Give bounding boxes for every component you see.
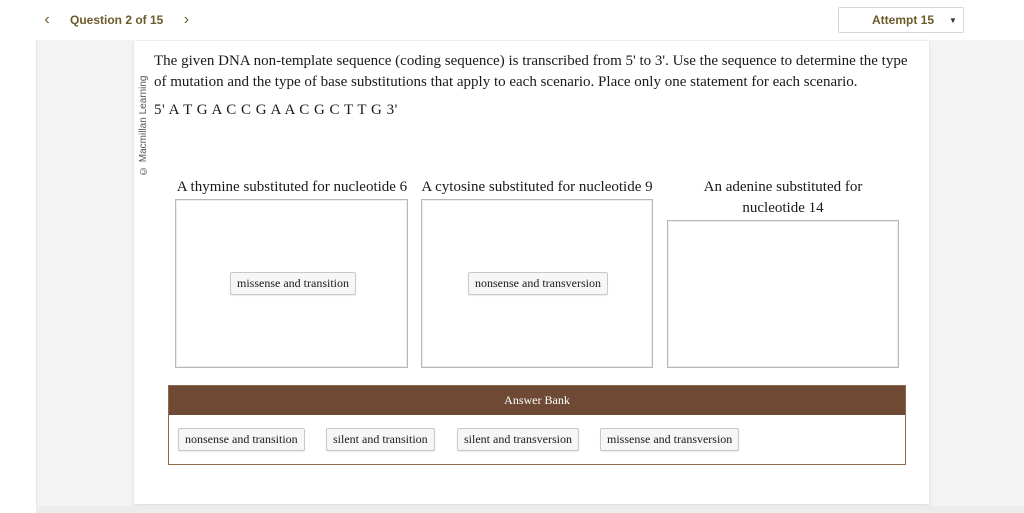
bottom-strip (36, 506, 1024, 513)
attempt-label: Attempt 15 (872, 13, 935, 27)
attempt-dropdown[interactable] (838, 7, 964, 33)
answer-chip[interactable]: missense and transversion (600, 428, 739, 451)
question-card (134, 41, 929, 504)
scenario-1-title: A thymine substituted for nucleotide 6 (176, 179, 408, 195)
placed-answer-chip[interactable]: missense and transition (230, 272, 356, 295)
chevron-left-icon[interactable]: ‹ (44, 11, 50, 28)
scenario-1-drop-zone[interactable] (175, 199, 408, 368)
answer-chip[interactable]: silent and transition (326, 428, 435, 451)
chevron-right-icon[interactable]: › (183, 11, 190, 28)
question-counter: Question 2 of 15 (70, 13, 164, 27)
scenario-2-drop-zone[interactable] (421, 199, 653, 368)
answer-bank (168, 385, 906, 465)
question-navigation (40, 12, 193, 28)
question-prompt: The given DNA non-template sequence (coding sequence) is transcribed from 5' to 3'. Use the sequence to determine the type of mutation and the type of base substitutions that apply to each scenario. Place only one statement for each scenario. (154, 53, 908, 90)
scenario-3-title: An adenine substituted for nucleotide 14 (703, 179, 863, 216)
answer-bank-title: Answer Bank (169, 386, 905, 415)
answer-chip[interactable]: nonsense and transition (178, 428, 305, 451)
scenario-2-title: A cytosine substituted for nucleotide 9 (421, 179, 653, 195)
placed-answer-chip[interactable]: nonsense and transversion (468, 272, 608, 295)
caret-down-icon: ▼ (949, 15, 957, 25)
publisher-credit: © Macmillan Learning (138, 75, 149, 176)
scenario-3-drop-zone[interactable] (667, 220, 899, 368)
answer-chip[interactable]: silent and transversion (457, 428, 579, 451)
dna-sequence: 5' A T G A C C G A A C G C T T G 3' (154, 102, 398, 118)
left-gutter (0, 0, 37, 513)
